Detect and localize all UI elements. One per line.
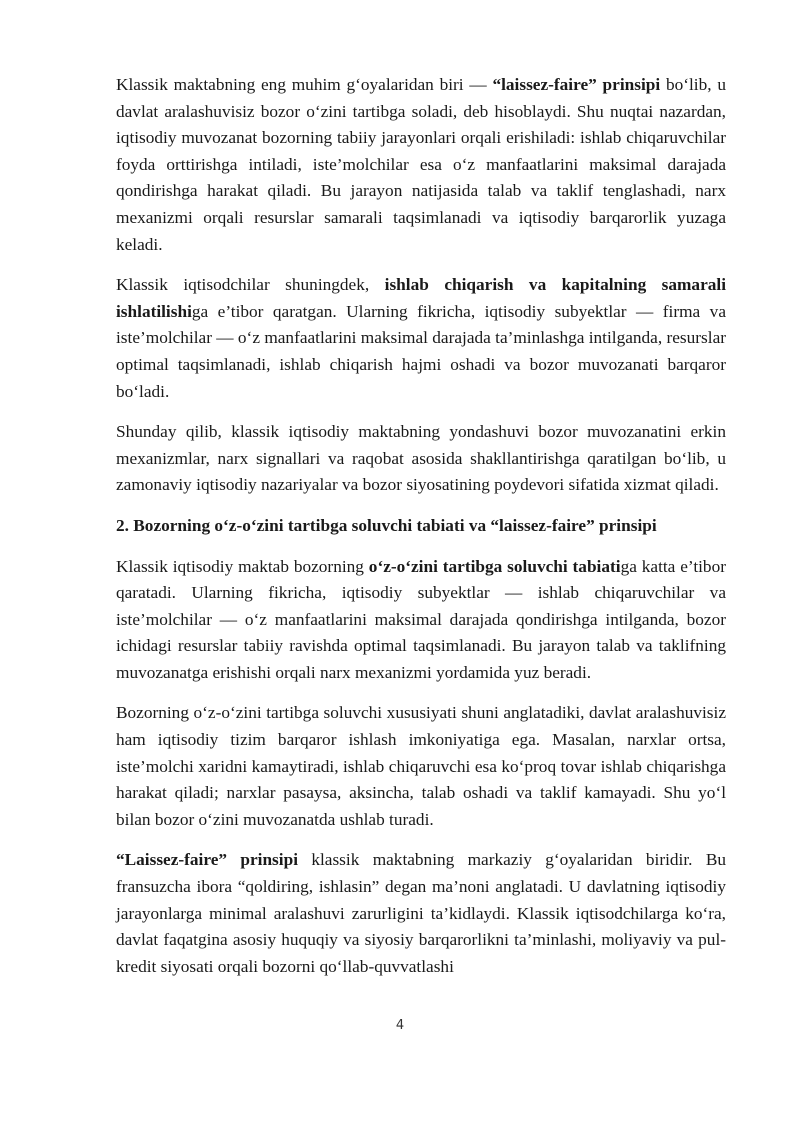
paragraph-text: ga katta e’tibor qaratadi. Ularning fikricha, iqtisodiy subyektlar — ishlab chiqaruvchilar va iste’molchilar — o‘z manfaatlarini maksimal darajada qondirishga intilganda, bozor ichidagi resurslar tabiiy ravishda optimal taqsimlanadi. Bu jarayon talab va taklifning muvozanatga erishishi orqali narx mexanizmi yordamida yuz beradi.: [116, 556, 726, 682]
paragraph-text: Klassik iqtisodchilar shuningdek,: [116, 275, 385, 295]
bold-term-production-capital: ishlab chiqarish va kapitalning samarali ishlatilishi: [116, 275, 726, 321]
bold-term-laissez-faire-principle: “Laissez-faire” prinsipi: [116, 850, 298, 870]
bold-term-self-regulation: o‘z-o‘zini tartibga soluvchi tabiati: [368, 556, 621, 576]
paragraph-conclusion: [116, 419, 726, 499]
paragraph-text: Shunday qilib, klassik iqtisodiy maktabning yondashuvi bozor muvozanatini erkin mexanizmlar, narx signallari va raqobat asosida shakllantirishga qaratilgan bo‘lib, u zamonaviy iqtisodiy nazariyalar va bozor siyosatining poydevori sifatida xizmat qiladi.: [116, 422, 726, 495]
bold-term-laissez-faire: “laissez-faire” prinsipi: [492, 75, 661, 94]
paragraph-text: Klassik iqtisodiy maktab bozorning: [116, 556, 369, 576]
paragraph-text: Bozorning o‘z-o‘zini tartibga soluvchi xususiyati shuni anglatadiki, davlat aralashuvisiz ham iqtisodiy tizim barqaror ishlash imkoniyatiga ega. Masalan, narxlar ortsa, iste’molchi xaridni kamaytiradi, ishlab chiqaruvchi esa ko‘proq tovar ishlab chiqarishga harakat qiladi; narxlar pasaysa, aksincha, talab oshadi va taklif kamayadi. Shu yo‘l bilan bozor o‘zini muvozanatda ushlab turadi.: [116, 703, 726, 829]
paragraph-text: Klassik maktabning eng muhim g‘oyalaridan biri —: [116, 75, 493, 94]
paragraph-text: klassik maktabning markaziy g‘oyalaridan biridir. Bu fransuzcha ibora “qoldiring, ishlasin” degan ma’noni anglatadi. U davlatning iqtisodiy jarayonlarga minimal aralashuvi zarurligini ta’kidlaydi. Klassik iqtisodchilarga ko‘ra, davlat faqatgina asosiy huquqiy va siyosiy barqarorlikni ta’minlashi, moliyaviy va pul-kredit siyosati orqali bozorni qo‘llab-quvvatlashi: [116, 850, 726, 976]
paragraph-laissez-faire-principle: [116, 847, 726, 980]
page-number: 4: [395, 1018, 405, 1033]
paragraph-text: ga e’tibor qaratgan. Ularning fikricha, iqtisodiy subyektlar — firma va iste’molchilar — o‘z manfaatlarini maksimal darajada ta’minlashga intilganda, resurslar optimal taqsimlanadi, ishlab chiqarish hajmi oshadi va bozor muvozanati barqaror bo‘ladi.: [116, 301, 726, 401]
paragraph-laissez-faire-intro: [116, 72, 726, 258]
paragraph-text: bo‘lib, u davlat aralashuvisiz bozor o‘zini tartibga soladi, deb hisoblaydi. Shu nuqtai nazardan, iqtisodiy muvozanat bozorning tabiiy jarayonlari orqali erishiladi: ishlab chiqaruvchilar foyda orttirishga intiladi, iste’molchilar esa o‘z manfaatlarini maksimal darajada qondirishga harakat qiladi. Bu jarayon natijasida talab va taklif tenglashadi, narx mexanizmi orqali resurslar samarali taqsimlanadi va iqtisodiy barqarorlik yuzaga keladi.: [116, 75, 726, 254]
paragraph-production-capital: [116, 272, 726, 405]
paragraph-self-regulation: [116, 554, 726, 687]
section-heading: 2. Bozorning o‘z-o‘zini tartibga soluvchi tabiati va “laissez-faire” prinsipi: [116, 515, 657, 535]
paragraph-self-regulation-example: [116, 700, 726, 833]
